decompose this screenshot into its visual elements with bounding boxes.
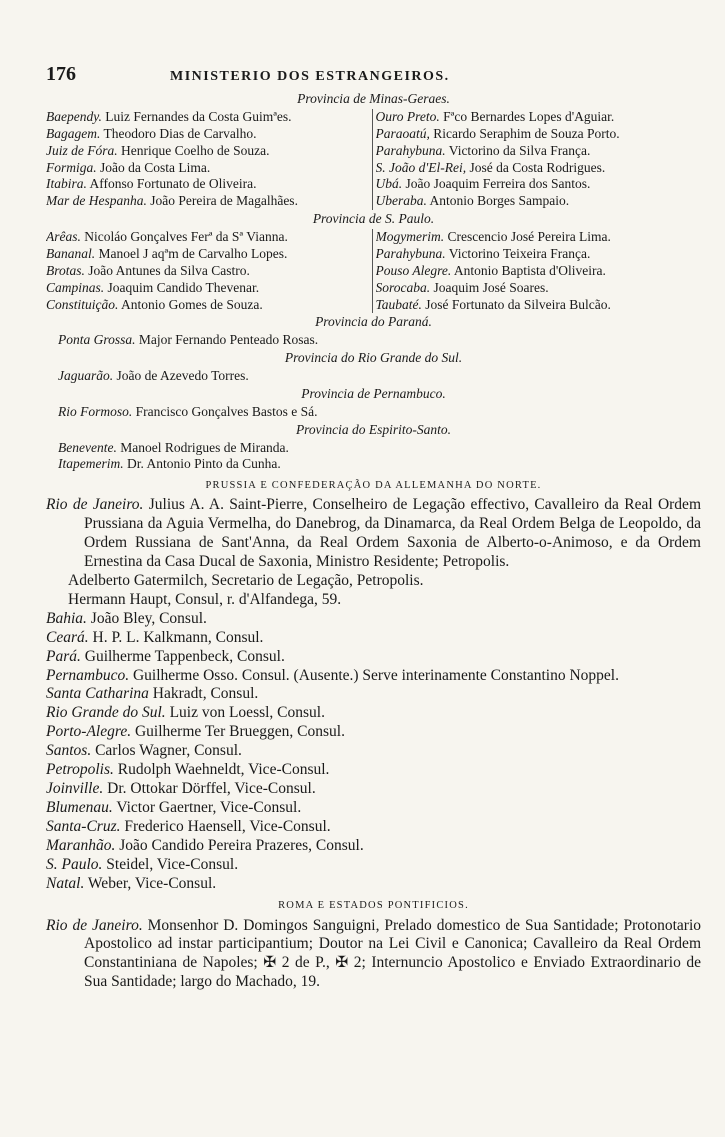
list-item [46,742,701,761]
place-name: Benevente. [58,439,117,455]
place-name: S. Paulo. [46,855,103,873]
list-item [58,456,701,473]
list-item [46,263,372,280]
entry-text: Antonio Borges Sampaio. [426,193,570,209]
entry-text: Victorino Teixeira França. [445,245,591,261]
entry-text: Steidel, Vice-Consul. [102,855,239,873]
entry-text: Francisco Gonçalves Bastos e Sá. [132,403,318,419]
entry-text: Victor Gaertner, Vice-Consul. [112,798,302,816]
place-name: Rio Grande do Sul. [46,704,166,722]
province-heading-spaulo: Provincia de S. Paulo. [312,211,435,227]
entry-text: Nicoláo Gonçalves Ferª da Sª Vianna. [80,229,288,244]
list-item [46,761,701,780]
list-item [46,875,701,894]
entry-text: Major Fernando Penteado Rosas. [135,332,319,348]
place-name: Campinas. [46,279,105,295]
list-item [376,263,702,280]
place-name: Santa Catharina [46,685,149,703]
entry-text: Antonio Gomes de Souza. [118,296,263,312]
place-name: Taubaté. [375,296,422,312]
entry-text: Henrique Coelho de Souza. [117,142,270,158]
list-item [376,229,702,246]
pernambuco-list [46,404,701,421]
place-name: Ponta Grossa. [58,332,136,348]
list-item [376,126,702,143]
list-item [46,856,701,875]
place-name: Natal. [46,874,85,892]
place-name: Pernambuco. [46,666,130,684]
list-item [46,629,701,648]
place-name: Blumenau. [46,798,113,816]
prussia-minister-entry [46,496,701,572]
espirito-list [46,440,701,474]
entry-text: Manoel Rodrigues de Miranda. [116,439,289,455]
place-name: Arêas. [46,229,81,244]
place-name: Petropolis. [46,761,114,779]
section-heading-prussia: PRUSSIA E CONFEDERAÇÃO DA ALLEMANHA DO NORTE. [205,480,542,492]
province-heading-minas: Provincia de Minas-Geraes. [297,91,450,106]
entry-text: João da Costa Lima. [96,159,211,175]
running-head: MINISTERIO DOS ESTRANGEIROS. [170,69,450,84]
entry-text: Antonio Baptista d'Oliveira. [451,262,606,278]
province-heading-pernambuco: Provincia de Pernambuco. [301,385,446,401]
entry-text: Julius A. A. Saint-Pierre, Conselheiro de Legação effectivo, Cavalleiro da Real Ordem Prussiana da Aguia Vermelha, do Danebrog, da Dinamarca, da Real Ordem Belga de Leopoldo, da Ordem Russiana de Sant'Anna, da Real Ordem Saxonia de Alberto-o-Animoso, e da Ordem Ernestina da Casa Ducal de Saxonia, Ministro Residente; Petropolis. [84,496,701,571]
place-name: Bananal. [46,245,96,261]
list-item [46,109,372,126]
list-item [46,246,372,263]
list-item [46,818,701,837]
list-item [46,610,701,629]
page-header [46,62,701,90]
entry-text: João de Azevedo Torres. [113,368,249,383]
entry-text: Dr. Ottokar Dörffel, Vice-Consul. [103,779,316,797]
minas-two-column-list [46,109,701,210]
entry-text: João Antunes da Silva Castro. [84,262,250,278]
list-item [376,297,702,314]
place-name: Ouro Preto. [375,108,440,124]
place-name: Porto-Alegre. [46,723,132,741]
parana-list [46,332,701,349]
place-name: Pouso Alegre. [375,262,452,278]
prussia-consulates-list [46,610,701,894]
place-name: Santos. [46,742,92,760]
roma-internuncio-entry [46,917,701,993]
list-item [376,280,702,297]
list-item [46,667,701,686]
list-item [376,176,702,193]
minas-left-column [46,109,372,210]
place-name: Santa-Cruz. [46,817,121,835]
entry-text: Dr. Antonio Pinto da Cunha. [123,456,281,472]
list-item [376,109,702,126]
prussia-secretary-entry: Adelberto Gatermilch, Secretario de Legação, Petropolis. [68,572,424,589]
place-name: Itapemerim. [58,456,124,472]
place-name: Itabira. [46,176,87,192]
rgsul-list [46,368,701,385]
minas-right-column [372,109,702,210]
entry-text: Affonso Fortunato de Oliveira. [86,176,257,192]
entry-text: Carlos Wagner, Consul. [91,742,242,760]
place-name: Mogymerim. [375,229,445,244]
entry-text: José da Costa Rodrigues. [466,159,606,175]
list-item [46,837,701,856]
entry-text: Guilherme Tappenbeck, Consul. [80,647,285,665]
place-name: Uberaba. [375,193,427,209]
spaulo-left-column [46,229,372,313]
place-name: Rio Formoso. [58,403,133,419]
list-item [46,297,372,314]
list-item [46,280,372,297]
list-item [46,160,372,177]
entry-text: João Candido Pereira Prazeres, Consul. [115,836,364,854]
entry-text: Luiz Fernandes da Costa Guimªes. [101,108,292,124]
place-name: Joinville. [46,779,104,797]
entry-text: Theodoro Dias de Carvalho. [100,125,257,141]
list-item [46,126,372,143]
list-item [376,246,702,263]
place-name: Juiz de Fóra. [46,142,118,158]
place-name: Paraoatú, [375,125,430,141]
place-name: Ceará. [46,628,89,646]
entry-text: Ricardo Seraphim de Souza Porto. [429,125,620,141]
list-item [376,143,702,160]
list-item [376,160,702,177]
entry-text: Joaquim José Soares. [430,279,549,295]
list-item [58,440,701,457]
place-name: Ubá. [375,176,403,192]
section-heading-roma: ROMA E ESTADOS PONTIFICIOS. [278,900,469,912]
list-item [46,799,701,818]
entry-text: Fªco Bernardes Lopes d'Aguiar. [439,108,615,124]
prussia-consul-entry: Hermann Haupt, Consul, r. d'Alfandega, 59. [68,590,342,608]
place-name: Constituição. [46,296,119,312]
list-item [58,332,701,349]
list-item [46,143,372,160]
place-name: Brotas. [46,262,85,278]
list-item [46,176,372,193]
place-name: Sorocaba. [375,279,431,295]
list-item [46,193,372,210]
place-name: Mar de Hespanha. [46,193,147,209]
place-name: Rio de Janeiro. [46,916,143,934]
entry-text: Guilherme Osso. Consul. (Ausente.) Serve interinamente Constantino Noppel. [129,666,619,684]
province-heading-espirito: Provincia do Espirito-Santo. [295,421,452,437]
list-item [376,193,702,210]
province-heading-parana: Provincia do Paraná. [315,314,432,330]
place-name: Baependy. [46,108,102,124]
entry-text: Crescencio José Pereira Lima. [444,229,611,244]
entry-text: Joaquim Candido Thevenar. [104,279,260,295]
list-item [46,685,701,704]
place-name: Pará. [46,647,81,665]
place-name: Maranhão. [46,836,116,854]
spaulo-right-column [372,229,702,313]
entry-text: José Fortunato da Silveira Bulcão. [421,296,611,312]
place-name: Parahybuna. [375,142,446,158]
place-name: Bagagem. [46,125,101,141]
entry-text: Rudolph Waehneldt, Vice-Consul. [113,761,330,779]
entry-text: Manoel J aqªm de Carvalho Lopes. [95,245,288,261]
place-name: Parahybuna. [375,245,446,261]
entry-text: João Pereira de Magalhães. [146,193,298,209]
place-name: Jaguarão. [58,368,114,383]
list-item [58,404,701,421]
list-item [46,648,701,667]
place-name: Rio de Janeiro. [46,496,144,514]
place-name: Bahia. [46,609,87,627]
entry-text: Hakradt, Consul. [148,685,259,703]
entry-text: João Bley, Consul. [86,609,207,627]
entry-text: Frederico Haensell, Vice-Consul. [120,817,331,835]
entry-text: Monsenhor D. Domingos Sanguigni, Prelado domestico de Sua Santidade; Protonotario Apostolico ad instar participantium; Doutor na Lei Civil e Canonica; Cavalleiro da Real Ordem Constantiniana de Napoles; ✠ 2 de P., ✠ 2; Internuncio Apostolico e Enviado Extraordinario de Sua Santidade; largo do Machado, 19. [84,916,702,991]
list-item [46,704,701,723]
entry-text: H. P. L. Kalkmann, Consul. [88,628,264,646]
page-number: 176 [46,63,76,85]
list-item [46,723,701,742]
list-item [46,780,701,799]
entry-text: Weber, Vice-Consul. [84,874,217,892]
entry-text: Luiz von Loessl, Consul. [165,704,325,722]
entry-text: Victorino da Silva França. [445,142,591,158]
entry-text: João Joaquim Ferreira dos Santos. [402,176,591,192]
entry-text: Guilherme Ter Brueggen, Consul. [131,723,345,741]
province-heading-rgsul: Provincia do Rio Grande do Sul. [284,350,463,366]
spaulo-two-column-list [46,229,701,313]
list-item [46,229,372,246]
place-name: S. João d'El-Rei, [375,159,467,175]
place-name: Formiga. [46,159,97,175]
list-item [58,368,701,385]
